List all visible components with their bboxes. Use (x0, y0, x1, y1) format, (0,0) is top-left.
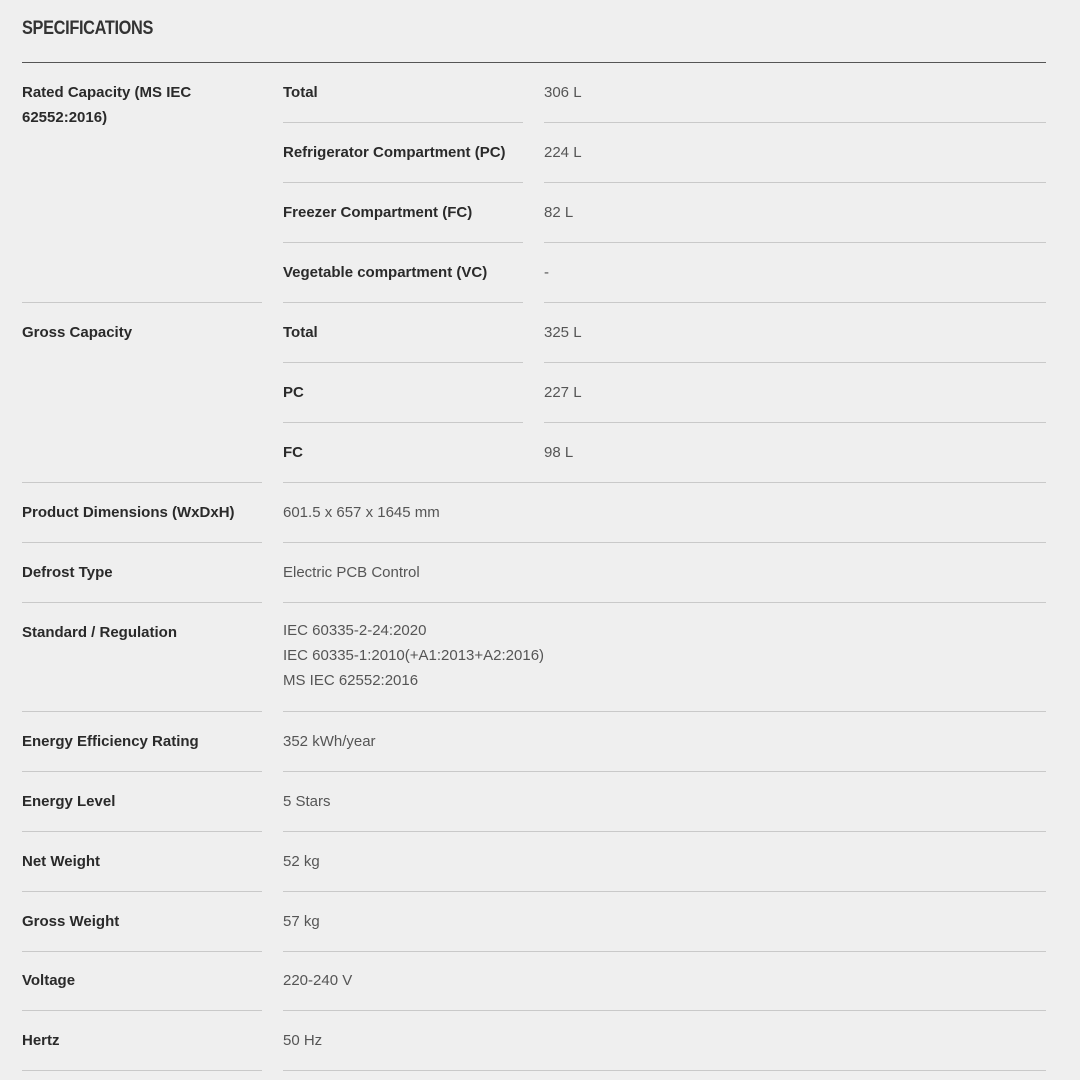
row-divider (283, 951, 1046, 952)
row-divider (283, 1070, 1046, 1071)
row-divider (22, 1010, 262, 1011)
heading-divider (22, 62, 1046, 63)
row-divider (544, 362, 1046, 363)
spec-value-hertz: 50 Hz (283, 1032, 323, 1049)
row-divider (544, 422, 1046, 423)
row-divider (22, 482, 262, 483)
rated-vc-label: Vegetable compartment (VC) (283, 264, 488, 281)
row-divider (283, 362, 523, 363)
spec-value-net-weight: 52 kg (283, 853, 320, 870)
row-divider (22, 951, 262, 952)
regulation-line: IEC 60335-1:2010(+A1:2013+A2:2016) (283, 647, 545, 664)
spec-label-energy-level: Energy Level (22, 793, 116, 810)
spec-label-voltage: Voltage (22, 972, 76, 989)
row-divider (22, 711, 262, 712)
regulation-line: MS IEC 62552:2016 (283, 672, 419, 689)
spec-label-net-weight: Net Weight (22, 853, 101, 870)
specifications-heading: SPECIFICATIONS (22, 18, 154, 39)
row-divider (544, 242, 1046, 243)
row-divider (283, 302, 523, 303)
row-divider (283, 422, 523, 423)
spec-label-standard-regulation: Standard / Regulation (22, 624, 178, 641)
rated-total-value: 306 L (544, 84, 582, 101)
row-divider (544, 302, 1046, 303)
row-divider (544, 122, 1046, 123)
row-divider (283, 771, 1046, 772)
row-divider (22, 302, 262, 303)
gross-pc-label: PC (283, 384, 304, 401)
rated-fc-value: 82 L (544, 204, 574, 221)
row-divider (22, 542, 262, 543)
gross-fc-label: FC (283, 444, 303, 461)
spec-value-defrost-type: Electric PCB Control (283, 564, 420, 581)
rated-capacity-label: Rated Capacity (MS IEC 62552:2016) (22, 84, 192, 126)
spec-value-dimensions: 601.5 x 657 x 1645 mm (283, 504, 440, 521)
rated-pc-label: Refrigerator Compartment (PC) (283, 144, 506, 161)
spec-value-standard-regulation (283, 618, 544, 693)
row-divider (22, 891, 262, 892)
row-divider (283, 542, 1046, 543)
row-divider (22, 831, 262, 832)
spec-label-dimensions: Product Dimensions (WxDxH) (22, 504, 235, 521)
spec-value-voltage: 220-240 V (283, 972, 353, 989)
row-divider (283, 891, 1046, 892)
gross-capacity-label: Gross Capacity (22, 324, 133, 341)
row-divider (283, 831, 1046, 832)
row-divider (283, 482, 1046, 483)
gross-fc-value: 98 L (544, 444, 574, 461)
spec-value-energy-level: 5 Stars (283, 793, 331, 810)
spec-label-energy-efficiency: Energy Efficiency Rating (22, 733, 199, 750)
gross-pc-value: 227 L (544, 384, 582, 401)
spec-label-defrost-type: Defrost Type (22, 564, 113, 581)
spec-label-hertz: Hertz (22, 1032, 60, 1049)
row-divider (283, 711, 1046, 712)
gross-total-label: Total (283, 324, 318, 341)
rated-total-label: Total (283, 84, 318, 101)
row-divider (283, 242, 523, 243)
regulation-line: IEC 60335-2-24:2020 (283, 622, 427, 639)
row-divider (283, 182, 523, 183)
rated-vc-value: - (544, 264, 549, 281)
spec-value-energy-efficiency: 352 kWh/year (283, 733, 376, 750)
gross-total-value: 325 L (544, 324, 582, 341)
row-divider (22, 771, 262, 772)
row-divider (544, 182, 1046, 183)
row-divider (22, 1070, 262, 1071)
spec-label-gross-weight: Gross Weight (22, 913, 120, 930)
rated-fc-label: Freezer Compartment (FC) (283, 204, 473, 221)
row-divider (283, 122, 523, 123)
rated-pc-value: 224 L (544, 144, 582, 161)
row-divider (283, 602, 1046, 603)
row-divider (22, 602, 262, 603)
spec-value-gross-weight: 57 kg (283, 913, 320, 930)
row-divider (283, 1010, 1046, 1011)
